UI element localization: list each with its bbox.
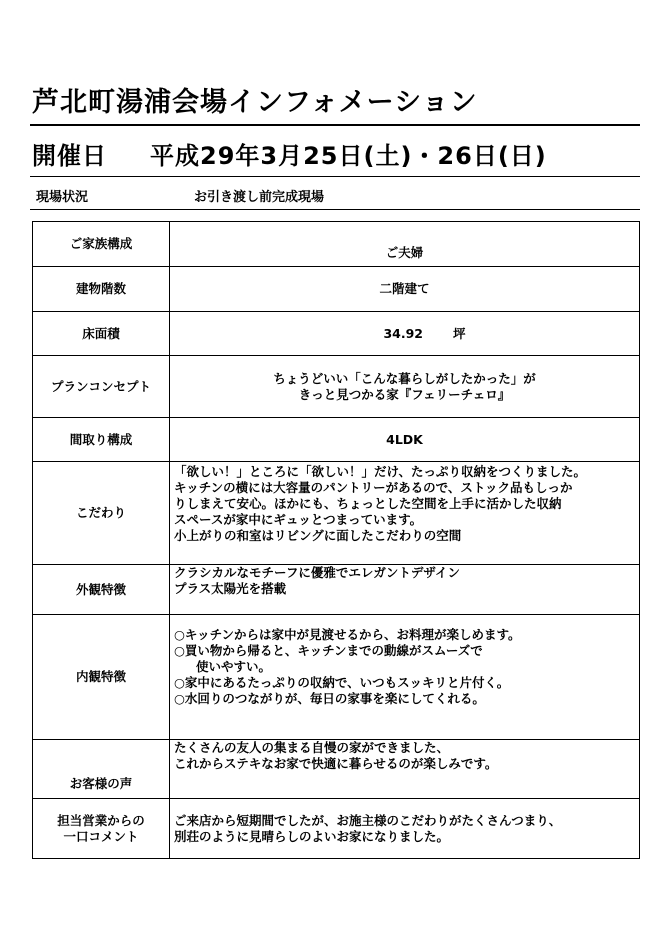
row-family [33,222,640,267]
interior-line: 使いやすい。 [196,659,272,674]
layout-value: 4LDK [170,418,640,462]
row-concept [33,356,640,418]
row-label: 間取り構成 [33,418,170,462]
row-exterior [33,565,640,615]
row-label: プランコンセプト [33,356,170,418]
comment-label-line: 担当営業からの [57,812,145,828]
row-label: 外観特徴 [33,565,170,615]
interior-line: ○買い物から帰ると、キッチンまでの動線がスムーズで [174,643,483,658]
row-label: こだわり [33,462,170,565]
page-title: 芦北町湯浦会場インフォメーション [32,87,478,118]
comment-line: 別荘のように見晴らしのよいお家になりました。 [174,828,450,844]
area-unit: 坪 [453,325,466,341]
area-number: 34.92 [383,325,424,341]
kodawari-value [170,462,640,565]
concept-value [170,356,640,418]
info-table [32,221,640,859]
status-label: 現場状況 [36,190,89,205]
comment-value [170,799,640,859]
row-label: 床面積 [33,312,170,356]
row-layout [33,418,640,462]
dates-label: 開催日 [32,142,107,170]
kodawari-line: スペースが家中にギュッとつまっています。 [174,512,423,527]
exterior-line: プラス太陽光を搭載 [174,581,287,596]
exterior-line: クラシカルなモチーフに優雅でエレガントデザイン [174,565,461,580]
dates-rule [30,176,640,177]
interior-line: ○キッチンからは家中が見渡せるから、お料理が楽しめます。 [174,627,521,642]
dates-value: 平成29年3月25日(土)・26日(日) [150,142,547,170]
event-dates [32,136,547,171]
concept-line: きっと見つかる家『フェリーチェロ』 [298,386,511,402]
concept-line: ちょうどいい「こんな暮らしがしたかった」が [273,370,536,386]
kodawari-line: りしまえて安心。ほかにも、ちょっとした空間を上手に活かした収納 [174,496,562,511]
status-rule [30,209,640,210]
row-label: お客様の声 [33,740,170,799]
status-value: お引き渡し前完成現場 [194,190,325,205]
interior-line: ○水回りのつながりが、毎日の家事を楽にしてくれる。 [174,691,485,706]
comment-label [33,799,170,859]
row-comment [33,799,640,859]
kodawari-line: 「欲しい！」ところに「欲しい！」だけ、たっぷり収納をつくりました。 [174,464,587,479]
row-interior [33,615,640,740]
row-label: 建物階数 [33,267,170,312]
row-label: 内観特徴 [33,615,170,740]
comment-line: ご来店から短期間でしたが、お施主様のこだわりがたくさんつまり、 [174,812,562,828]
voice-line: これからステキなお家で快適に暮らせるのが楽しみです。 [174,756,498,771]
comment-label-line: 一口コメント [63,828,139,844]
title-rule [30,124,640,126]
kodawari-line: 小上がりの和室はリビングに面したこだわりの空間 [174,528,462,543]
row-label: ご家族構成 [33,222,170,267]
row-kodawari [33,462,640,565]
exterior-value [170,565,640,615]
site-status [36,186,325,205]
voice-value [170,740,640,799]
area-value [170,312,640,356]
row-area [33,312,640,356]
row-voice [33,740,640,799]
kodawari-line: キッチンの横には大容量のパントリーがあるので、ストック品もしっか [174,480,573,495]
interior-value [170,615,640,740]
voice-line: たくさんの友人の集まる自慢の家ができました、 [174,740,450,755]
floors-value: 二階建て [170,267,640,312]
family-value: ご夫婦 [170,222,640,267]
row-floors [33,267,640,312]
interior-line: ○家中にあるたっぷりの収納で、いつもスッキリと片付く。 [174,675,510,690]
